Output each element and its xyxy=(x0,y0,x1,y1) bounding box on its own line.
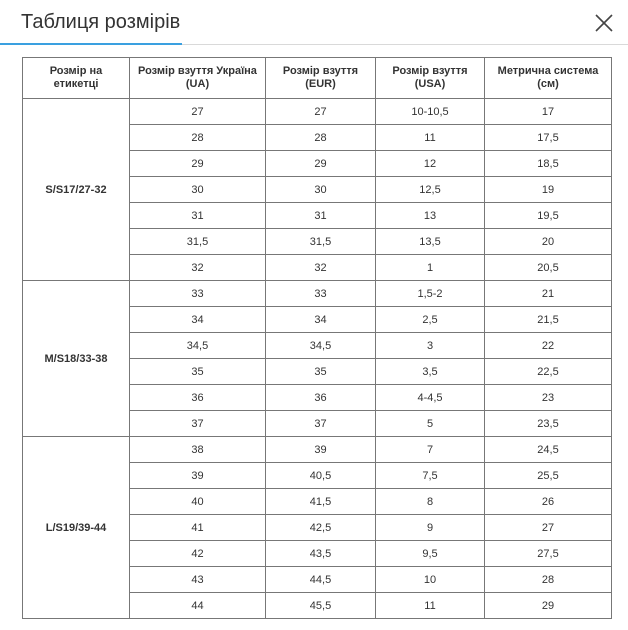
metric-size-cell: 17,5 xyxy=(485,125,612,151)
usa-size-cell: 12 xyxy=(376,151,485,177)
metric-size-cell: 23,5 xyxy=(485,411,612,437)
ua-size-cell: 28 xyxy=(130,125,266,151)
ua-size-cell: 40 xyxy=(130,489,266,515)
ua-size-cell: 33 xyxy=(130,281,266,307)
usa-size-cell: 11 xyxy=(376,125,485,151)
size-label-cell: L/S19/39-44 xyxy=(23,437,130,619)
metric-size-cell: 21 xyxy=(485,281,612,307)
dialog-title: Таблиця розмірів xyxy=(21,11,181,33)
usa-size-cell: 9 xyxy=(376,515,485,541)
table-body xyxy=(23,99,612,619)
eur-size-cell: 32 xyxy=(266,255,376,281)
metric-size-cell: 19 xyxy=(485,177,612,203)
size-table xyxy=(22,57,612,619)
ua-size-cell: 37 xyxy=(130,411,266,437)
eur-size-cell: 36 xyxy=(266,385,376,411)
usa-size-cell: 10 xyxy=(376,567,485,593)
dialog-header xyxy=(0,0,628,45)
usa-size-cell: 12,5 xyxy=(376,177,485,203)
eur-size-cell: 34 xyxy=(266,307,376,333)
metric-size-cell: 17 xyxy=(485,99,612,125)
usa-size-cell: 13 xyxy=(376,203,485,229)
usa-size-cell: 1,5-2 xyxy=(376,281,485,307)
ua-size-cell: 36 xyxy=(130,385,266,411)
eur-size-cell: 35 xyxy=(266,359,376,385)
metric-size-cell: 24,5 xyxy=(485,437,612,463)
ua-size-cell: 42 xyxy=(130,541,266,567)
metric-size-cell: 27,5 xyxy=(485,541,612,567)
eur-size-cell: 42,5 xyxy=(266,515,376,541)
metric-size-cell: 26 xyxy=(485,489,612,515)
metric-size-cell: 29 xyxy=(485,593,612,619)
header-label-size: Розмір на етикетці xyxy=(23,58,130,99)
table-row xyxy=(23,281,612,307)
eur-size-cell: 37 xyxy=(266,411,376,437)
ua-size-cell: 34 xyxy=(130,307,266,333)
usa-size-cell: 2,5 xyxy=(376,307,485,333)
usa-size-cell: 11 xyxy=(376,593,485,619)
table-row xyxy=(23,437,612,463)
usa-size-cell: 10-10,5 xyxy=(376,99,485,125)
usa-size-cell: 9,5 xyxy=(376,541,485,567)
ua-size-cell: 41 xyxy=(130,515,266,541)
usa-size-cell: 3,5 xyxy=(376,359,485,385)
eur-size-cell: 44,5 xyxy=(266,567,376,593)
title-accent-underline xyxy=(0,43,182,45)
metric-size-cell: 22,5 xyxy=(485,359,612,385)
ua-size-cell: 31,5 xyxy=(130,229,266,255)
header-ua-size: Розмір взуття Україна (UA) xyxy=(130,58,266,99)
usa-size-cell: 7 xyxy=(376,437,485,463)
ua-size-cell: 29 xyxy=(130,151,266,177)
close-button[interactable] xyxy=(592,11,616,35)
metric-size-cell: 22 xyxy=(485,333,612,359)
eur-size-cell: 30 xyxy=(266,177,376,203)
ua-size-cell: 30 xyxy=(130,177,266,203)
eur-size-cell: 31 xyxy=(266,203,376,229)
eur-size-cell: 33 xyxy=(266,281,376,307)
ua-size-cell: 34,5 xyxy=(130,333,266,359)
close-icon xyxy=(592,11,616,35)
eur-size-cell: 28 xyxy=(266,125,376,151)
ua-size-cell: 43 xyxy=(130,567,266,593)
metric-size-cell: 27 xyxy=(485,515,612,541)
usa-size-cell: 1 xyxy=(376,255,485,281)
usa-size-cell: 4-4,5 xyxy=(376,385,485,411)
metric-size-cell: 21,5 xyxy=(485,307,612,333)
size-label-cell: S/S17/27-32 xyxy=(23,99,130,281)
eur-size-cell: 45,5 xyxy=(266,593,376,619)
ua-size-cell: 31 xyxy=(130,203,266,229)
eur-size-cell: 27 xyxy=(266,99,376,125)
metric-size-cell: 18,5 xyxy=(485,151,612,177)
ua-size-cell: 32 xyxy=(130,255,266,281)
header-usa-size: Розмір взуття (USA) xyxy=(376,58,485,99)
ua-size-cell: 39 xyxy=(130,463,266,489)
usa-size-cell: 5 xyxy=(376,411,485,437)
eur-size-cell: 34,5 xyxy=(266,333,376,359)
eur-size-cell: 39 xyxy=(266,437,376,463)
ua-size-cell: 44 xyxy=(130,593,266,619)
table-header-row xyxy=(23,58,612,99)
ua-size-cell: 38 xyxy=(130,437,266,463)
eur-size-cell: 41,5 xyxy=(266,489,376,515)
eur-size-cell: 40,5 xyxy=(266,463,376,489)
eur-size-cell: 29 xyxy=(266,151,376,177)
usa-size-cell: 8 xyxy=(376,489,485,515)
usa-size-cell: 3 xyxy=(376,333,485,359)
header-metric-size: Метрична система (см) xyxy=(485,58,612,99)
table-row xyxy=(23,99,612,125)
ua-size-cell: 27 xyxy=(130,99,266,125)
header-eur-size: Розмір взуття (EUR) xyxy=(266,58,376,99)
eur-size-cell: 31,5 xyxy=(266,229,376,255)
size-label-cell: M/S18/33-38 xyxy=(23,281,130,437)
metric-size-cell: 20 xyxy=(485,229,612,255)
metric-size-cell: 23 xyxy=(485,385,612,411)
usa-size-cell: 13,5 xyxy=(376,229,485,255)
eur-size-cell: 43,5 xyxy=(266,541,376,567)
metric-size-cell: 19,5 xyxy=(485,203,612,229)
metric-size-cell: 20,5 xyxy=(485,255,612,281)
metric-size-cell: 28 xyxy=(485,567,612,593)
ua-size-cell: 35 xyxy=(130,359,266,385)
usa-size-cell: 7,5 xyxy=(376,463,485,489)
metric-size-cell: 25,5 xyxy=(485,463,612,489)
